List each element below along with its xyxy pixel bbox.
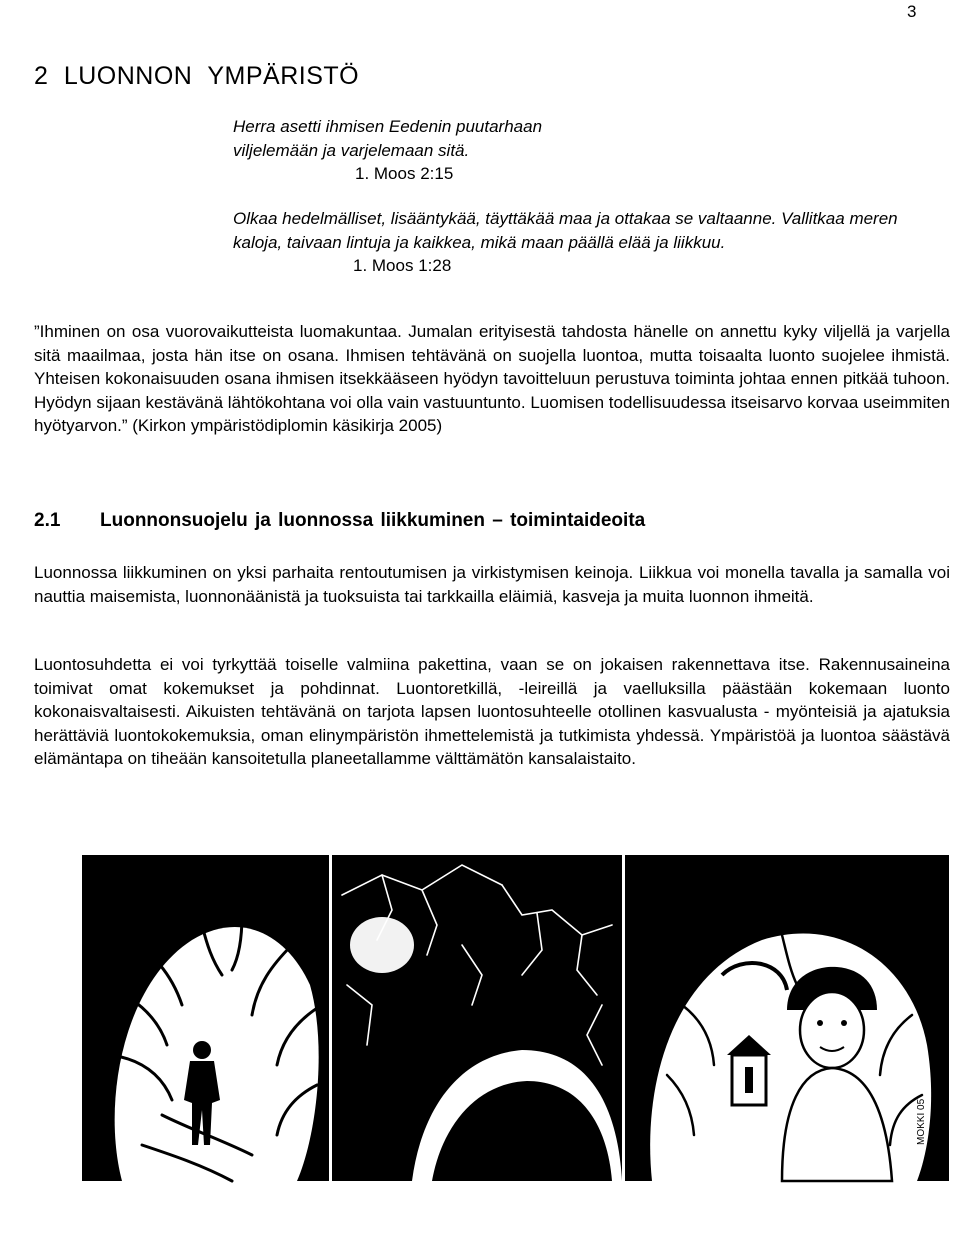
chapter-title: 2 LUONNON YMPÄRISTÖ bbox=[34, 62, 360, 90]
quote-reference: 1. Moos 2:15 bbox=[355, 164, 454, 183]
artist-signature: MOKKI 05 bbox=[916, 1098, 927, 1145]
panel-walker bbox=[82, 855, 329, 1181]
quote-line: viljelemään ja varjelemaan sitä. bbox=[233, 140, 470, 160]
quote-line: Herra asetti ihmisen Eedenin puutarhaan bbox=[233, 117, 543, 136]
intro-paragraph: ”Ihminen on osa vuorovaikutteista luomakuntaa. Jumalan erityisestä tahdosta hänelle on annettu kyky viljellä ja varjella sitä maailmaa, josta hän itse on osana. Ihmisen tehtävänä on suojella luontoa, mutta toisaalta luonto suojelee ihmistä. Yhteisen kokonaisuuden osana ihmisen itsekkääseen hyödyn tavoitteluun perustuva toiminta johtaa ennen pitkää tuhoon. Hyödyn sijaan kestävänä lähtökohtana voi olla vain vastuuntunto. Luomisen todellisuudessa itseisarvo korvaa useimmiten hyötyarvon.” (Kirkon ympäristödiplomin käsikirja 2005) bbox=[34, 322, 950, 436]
body-paragraph: Luontosuhdetta ei voi tyrkyttää toiselle valmiina pakettina, vaan se on jokaisen rakennettava itse. Rakennusaineina toimivat omat kokemukset ja pohdinnat. Luontoretkillä, -leireillä ja vaelluksilla päästään kokemaan luonto kokonaisvaltaisesti. Aikuisten tehtävänä on tarjota lapsen luontosuhteelle otollinen kasvualusta - myönteisiä ja ajatuksia herättäviä luontokokemuksia, oman elinympäristön ihmettelemistä ja tutkimista yhdessä. Ympäristöä ja luontoa säästävä elämäntapa on tiheään kansoitetulla planeetallamme välttämätön kansalaistaito. bbox=[34, 655, 950, 769]
bible-quote-1 bbox=[233, 115, 873, 186]
section-title-text: Luonnonsuojelu ja luonnossa liikkuminen – toimintaideoita bbox=[100, 510, 646, 531]
quote-line: Olkaa hedelmälliset, lisääntykää, täyttäkää maa ja ottakaa se valtaanne. Vallitkaa meren kaloja, taivaan lintuja ja kaikkea, mikä maan päällä elää ja liikkuu. bbox=[233, 209, 898, 252]
section-number: 2.1 bbox=[34, 510, 61, 531]
bible-quote-2 bbox=[233, 207, 951, 278]
section-heading bbox=[34, 510, 645, 532]
body-paragraph: Luonnossa liikkuminen on yksi parhaita rentoutumisen ja virkistymisen keinoja. Liikkua voi monella tavalla ja samalla voi nauttia maisemista, luonnonäänistä ja tuoksuista tai tarkkailla eläimiä, kasveja ja muita luonnon ihmeitä. bbox=[34, 563, 950, 606]
page-number: 3 bbox=[907, 2, 917, 21]
quote-reference: 1. Moos 1:28 bbox=[353, 256, 452, 275]
panel-night bbox=[332, 855, 622, 1181]
nature-illustration bbox=[82, 855, 949, 1183]
panel-lantern bbox=[625, 855, 949, 1181]
